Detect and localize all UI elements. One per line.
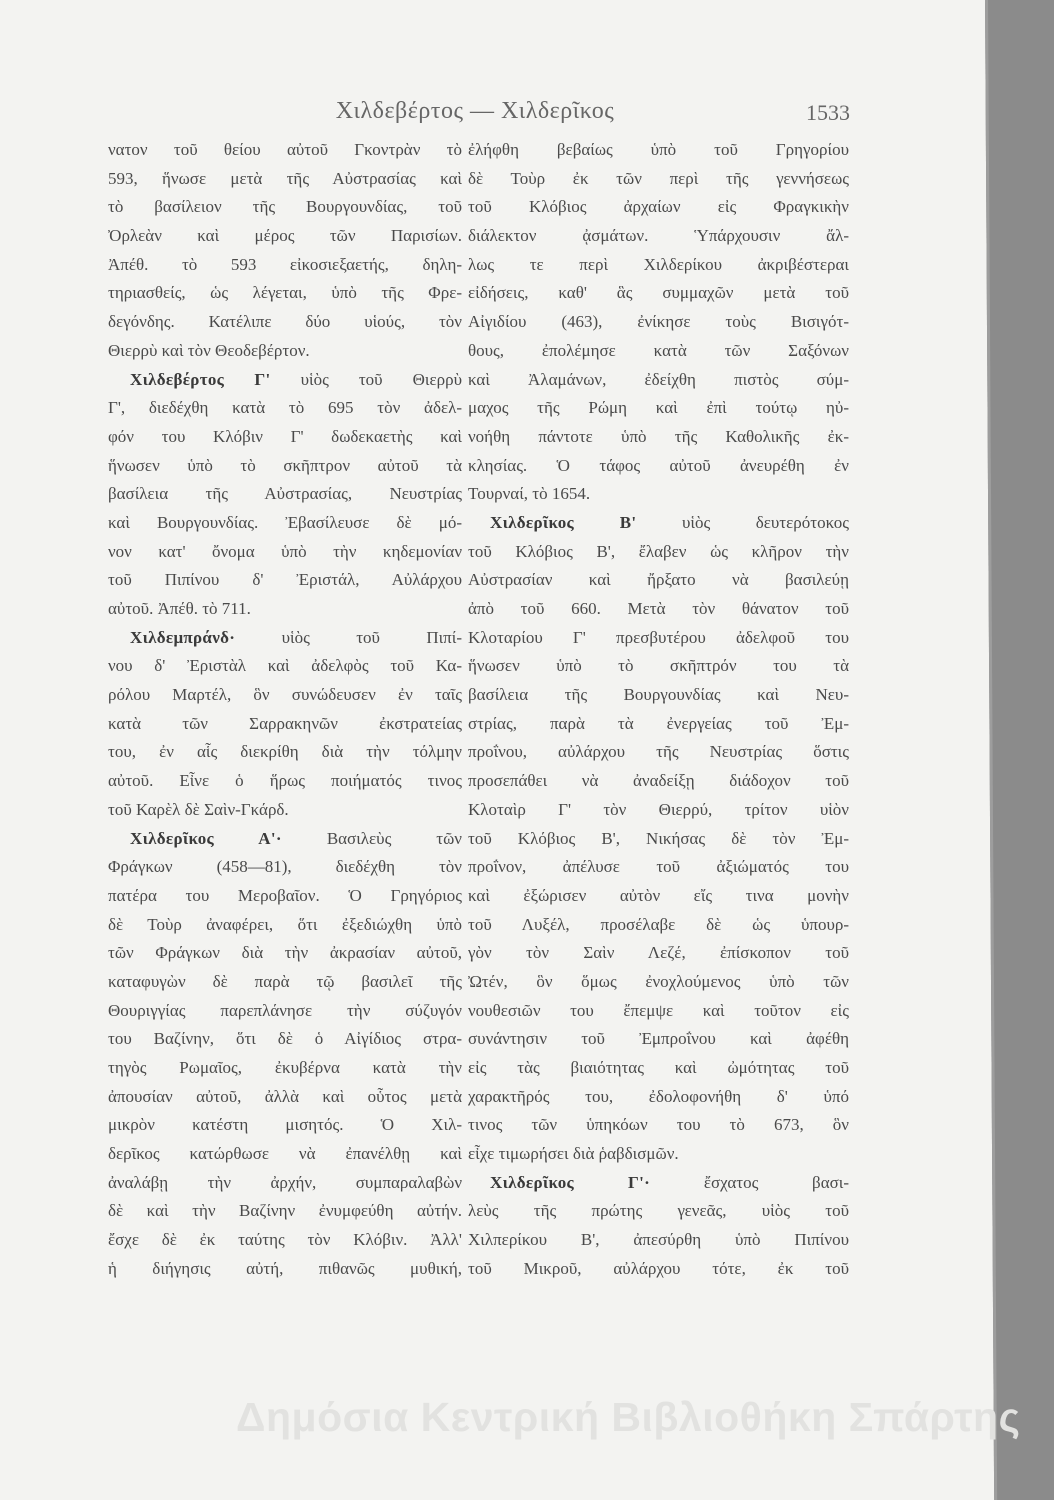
line-text: 593, ἥνωσε μετὰ τῆς Αὐστρασίας καὶ — [108, 168, 462, 188]
library-watermark: Δημόσια Κεντρική Βιβλιοθήκη Σπάρτης — [236, 1394, 1021, 1440]
text-line — [108, 767, 462, 796]
line-text: εἰδήσεις, καθ' ἃς συμμαχῶν μετὰ τοῦ — [468, 283, 849, 303]
text-line — [108, 222, 462, 251]
line-text: φόν του Κλόβιν Γ' δωδεκαετὴς καὶ — [108, 426, 462, 446]
text-line — [108, 538, 462, 567]
text-line — [108, 251, 462, 280]
line-text: ἥνωσεν ὑπὸ τὸ σκῆπτρόν του τὰ — [468, 656, 849, 676]
text-line — [468, 566, 849, 595]
text-line — [468, 308, 849, 337]
text-line — [108, 1054, 462, 1083]
line-text: ἀπουσίαν αὐτοῦ, ἀλλὰ καὶ οὗτος μετὰ — [108, 1086, 462, 1106]
line-text: καταφυγὼν δὲ παρὰ τῷ βασιλεῖ τῆς — [108, 971, 462, 991]
text-line — [468, 1025, 849, 1054]
line-text: τῶν Φράγκων διὰ τὴν ἀκρασίαν αὐτοῦ, — [108, 943, 462, 963]
line-text: δὲ καὶ τὴν Βαζίνην ἐνυμφεύθη αὐτήν. — [108, 1201, 462, 1221]
text-line — [108, 1083, 462, 1112]
text-line — [108, 652, 462, 681]
line-text: αὐτοῦ. Εἶνε ὁ ἥρως ποιήματός τινος — [108, 771, 462, 791]
text-line — [108, 423, 462, 452]
line-text: τοῦ Λυξέλ, προσέλαβε δὲ ὡς ὑπουρ- — [468, 914, 849, 934]
line-text: Ὀρλεὰν καὶ μέρος τῶν Παρισίων. — [108, 226, 462, 246]
text-line — [108, 853, 462, 882]
text-line — [108, 1169, 462, 1198]
line-text: υἱὸς δευτερότοκος — [636, 512, 849, 532]
line-text: Βασιλεὺς τῶν — [281, 828, 462, 848]
entry-first-line — [108, 825, 462, 854]
text-line — [468, 595, 849, 624]
line-text: τηγὸς Ρωμαῖος, ἐκυβέρνα κατὰ τὴν — [108, 1058, 462, 1077]
line-text: νουθεσιῶν του ἔπεμψε καὶ τοῦτον εἰς — [468, 1000, 849, 1020]
line-text: Κλοταὶρ Γ' τὸν Θιερρύ, τρίτον υἱὸν — [468, 799, 849, 819]
text-line — [108, 738, 462, 767]
page-number: 1533 — [806, 100, 850, 125]
line-text: νον κατ' ὄνομα ὑπὸ τὴν κηδεμονίαν — [108, 541, 462, 561]
line-text: Χιλπερίκου Β', ἀπεσύρθη ὑπὸ Πιπίνου — [468, 1230, 849, 1250]
line-text: του Βαζίνην, ὅτι δὲ ὁ Αἰγίδιος στρα- — [108, 1029, 462, 1049]
line-text: Θιερρὺ καὶ τὸν Θεοδεβέρτον. — [108, 340, 310, 360]
text-line — [468, 968, 849, 997]
line-text: υἱὸς τοῦ Θιερρὺ — [270, 369, 462, 389]
text-line — [468, 939, 849, 968]
line-text: νατον τοῦ θείου αὐτοῦ Γκοντρὰν τὸ — [108, 140, 462, 159]
text-line — [108, 480, 462, 509]
text-line — [468, 1226, 849, 1255]
line-text: νοήθη πάντοτε ὑπὸ τῆς Καθολικῆς ἐκ- — [468, 426, 849, 446]
text-line — [468, 1111, 849, 1140]
text-line — [468, 767, 849, 796]
text-line — [468, 1197, 849, 1226]
line-text: θους, ἐπολέμησε κατὰ τῶν Σαξόνων — [468, 340, 849, 360]
entry-first-line — [108, 624, 462, 653]
line-text: τοῦ Κλόβιος Β', Νικήσας δὲ τὸν Ἐμ- — [468, 828, 849, 848]
text-line — [108, 681, 462, 710]
text-line — [108, 509, 462, 538]
line-text: τὸ βασίλειον τῆς Βουργουνδίας, τοῦ — [108, 197, 462, 217]
line-text: ἐλήφθη βεβαίως ὑπὸ τοῦ Γρηγορίου — [468, 140, 849, 159]
text-line — [468, 538, 849, 567]
line-text: τοῦ Μικροῦ, αὐλάρχου τότε, ἐκ τοῦ — [468, 1258, 849, 1278]
text-line — [108, 1025, 462, 1054]
line-text: ρόλου Μαρτέλ, ὃν συνώδευσεν ἐν ταῖς — [108, 685, 462, 705]
left-column — [108, 136, 462, 1284]
line-text: στρίας, παρὰ τὰ ἐνεργείας τοῦ Ἐμ- — [468, 713, 849, 733]
line-text: Τουρναί, τὸ 1654. — [468, 484, 591, 504]
text-line — [468, 394, 849, 423]
text-line — [108, 1255, 462, 1284]
line-text: Γ', διεδέχθη κατὰ τὸ 695 τὸν ἀδελ- — [108, 398, 462, 418]
text-line — [468, 652, 849, 681]
line-text: δερῖκος κατώρθωσε νὰ ἐπανέλθῃ καὶ — [108, 1144, 462, 1164]
line-text: βασίλεια τῆς Βουργουνδίας καὶ Νευ- — [468, 685, 849, 705]
line-text: ἥνωσεν ὑπὸ τὸ σκῆπτρον αὐτοῦ τὰ — [108, 455, 462, 475]
line-text: δὲ Τοὺρ ἀναφέρει, ὅτι ἐξεδιώχθη ὑπὸ — [108, 914, 462, 934]
text-line — [108, 882, 462, 911]
line-text: τηριασθείς, ὡς λέγεται, ὑπὸ τῆς Φρε- — [108, 283, 462, 303]
line-text: τοῦ Κλόβιος ἀρχαίων εἰς Φραγκικὴν — [468, 197, 849, 217]
text-line — [468, 1083, 849, 1112]
line-text: δεγόνδης. Κατέλιπε δύο υἱούς, τὸν — [108, 312, 462, 332]
line-text: αὐτοῦ. Ἀπέθ. τὸ 711. — [108, 599, 251, 618]
text-line — [468, 279, 849, 308]
line-text: Ὠτέν, ὃν ὅμως ἐνοχλούμενος ὑπὸ τῶν — [468, 971, 849, 991]
line-text: διάλεκτον ᾀσμάτων. Ὑπάρχουσιν ἄλ- — [468, 226, 849, 246]
line-text: Θουριγγίας παρεπλάνησε τὴν σύζυγόν — [108, 1000, 462, 1020]
line-text: τινος τῶν ὑπηκόων του τὸ 673, ὃν — [468, 1115, 849, 1135]
line-text: Κλοταρίου Γ' πρεσβυτέρου ἀδελφοῦ του — [468, 627, 849, 647]
entry-headword: Χιλδεβέρτος Γ' — [130, 369, 271, 389]
entry-headword: Χιλδερῖκος Γ'· — [490, 1172, 651, 1192]
line-text: του, ἐν αἷς διεκρίθη διὰ τὴν τόλμην — [108, 742, 462, 762]
line-text: βασίλεια τῆς Αὐστρασίας, Νευστρίας — [108, 484, 462, 504]
text-line — [468, 882, 849, 911]
line-text: τοῦ Καρὲλ δὲ Σαὶν-Γκάρδ. — [108, 799, 289, 819]
line-text: ἔσχε δὲ ἐκ ταύτης τὸν Κλόβιν. Ἀλλ' — [108, 1230, 462, 1250]
text-line — [468, 738, 849, 767]
entry-headword: Χιλδερῖκος Β' — [490, 512, 637, 532]
entry-first-line — [468, 509, 849, 538]
text-line — [108, 911, 462, 940]
text-line — [108, 308, 462, 337]
line-text: λως τε περὶ Χιλδερίκου ἀκριβέστεραι — [468, 254, 849, 274]
text-line — [108, 136, 462, 165]
line-text: υἱὸς τοῦ Πιπί- — [235, 627, 462, 647]
text-line — [108, 394, 462, 423]
text-line — [468, 1140, 849, 1169]
line-text: προσεπάθει νὰ ἀναδείξῃ διάδοχον τοῦ — [468, 771, 849, 791]
entry-first-line — [108, 366, 462, 395]
text-line — [468, 337, 849, 366]
line-text: καὶ Βουργουνδίας. Ἐβασίλευσε δὲ μό- — [108, 512, 462, 532]
text-line — [108, 279, 462, 308]
text-line — [468, 624, 849, 653]
text-line — [468, 136, 849, 165]
entry-headword: Χιλδερῖκος Α'· — [130, 828, 282, 848]
line-text: τοῦ Κλόβιος Β', ἔλαβεν ὡς κλῆρον τὴν — [468, 541, 849, 561]
entry-headword: Χιλδεμπράνδ· — [130, 627, 236, 647]
text-line — [468, 1054, 849, 1083]
text-line — [468, 825, 849, 854]
text-line — [468, 911, 849, 940]
running-header-title: Χιλδεβέρτος — Χιλδερῖκος — [335, 98, 615, 124]
line-text: ἀναλάβῃ τὴν ἀρχήν, συμπαραλαβὼν — [108, 1172, 462, 1192]
text-line — [468, 165, 849, 194]
line-text: εἰς τὰς βιαιότητας καὶ ὠμότητας τοῦ — [468, 1058, 849, 1077]
text-line — [468, 796, 849, 825]
text-line — [108, 452, 462, 481]
text-line — [468, 452, 849, 481]
line-text: ἀπὸ τοῦ 660. Μετὰ τὸν θάνατον τοῦ — [468, 599, 849, 618]
text-line — [108, 997, 462, 1026]
line-text: μικρὸν κατέστη μισητός. Ὁ Χιλ- — [108, 1115, 462, 1135]
text-line — [108, 595, 462, 624]
text-line — [108, 710, 462, 739]
entry-first-line — [468, 1169, 849, 1198]
line-text: τοῦ Πιπίνου δ' Ἐριστάλ, Αὐλάρχου — [108, 570, 462, 590]
line-text: κλησίας. Ὁ τάφος αὐτοῦ ἀνευρέθη ἐν — [468, 455, 849, 475]
text-line — [108, 1226, 462, 1255]
line-text: γὸν τὸν Σαὶν Λεζέ, ἐπίσκοπον τοῦ — [468, 943, 849, 963]
line-text: Ἀπέθ. τὸ 593 εἰκοσιεξαετής, δηλη- — [108, 254, 462, 274]
text-line — [468, 423, 849, 452]
right-column — [468, 136, 849, 1284]
line-text: ἡ διήγησις αὐτή, πιθανῶς μυθική, — [108, 1258, 462, 1278]
text-line — [108, 939, 462, 968]
text-line — [468, 681, 849, 710]
line-text: ἔσχατος βασι- — [650, 1172, 849, 1192]
line-text: προΐνου, αὐλάρχου τῆς Νευστρίας ὅστις — [468, 742, 849, 762]
line-text: μαχος τῆς Ρώμη καὶ ἐπὶ τούτῳ ηὐ- — [468, 398, 849, 418]
line-text: εἶχε τιμωρήσει διὰ ῥαβδισμῶν. — [468, 1144, 679, 1164]
text-line — [468, 997, 849, 1026]
line-text: κατὰ τῶν Σαρρακηνῶν ἐκστρατείας — [108, 713, 462, 733]
line-text: προΐνον, ἀπέλυσε τοῦ ἀξιώματός του — [468, 857, 849, 877]
text-line — [108, 968, 462, 997]
line-text: Φράγκων (458—81), διεδέχθη τὸν — [108, 857, 462, 877]
text-line — [108, 337, 462, 366]
line-text: χαρακτῆρός του, ἐδολοφονήθη δ' ὑπό — [468, 1086, 849, 1106]
line-text: Αἰγιδίου (463), ἐνίκησε τοὺς Βισιγότ- — [468, 312, 849, 332]
text-line — [108, 165, 462, 194]
line-text: πατέρα του Μεροβαῖον. Ὁ Γρηγόριος — [108, 885, 462, 905]
line-text: νου δ' Ἐριστὰλ καὶ ἀδελφὸς τοῦ Κα- — [108, 656, 462, 676]
text-line — [108, 1197, 462, 1226]
text-line — [108, 193, 462, 222]
text-line — [468, 251, 849, 280]
text-line — [468, 710, 849, 739]
line-text: δὲ Τοὺρ ἐκ τῶν περὶ τῆς γεννήσεως — [468, 168, 849, 188]
text-line — [468, 1255, 849, 1284]
text-line — [468, 853, 849, 882]
text-line — [108, 1140, 462, 1169]
text-line — [468, 366, 849, 395]
text-line — [108, 566, 462, 595]
text-line — [468, 480, 849, 509]
line-text: Αὐστρασίαν καὶ ἤρξατο νὰ βασιλεύῃ — [468, 570, 849, 590]
text-line — [108, 1111, 462, 1140]
line-text: καὶ ἐξώρισεν αὐτὸν εἴς τινα μονὴν — [468, 885, 849, 905]
text-line — [108, 796, 462, 825]
line-text: συνάντησιν τοῦ Ἐμπροΐνου καὶ ἀφέθη — [468, 1029, 849, 1049]
text-line — [468, 193, 849, 222]
line-text: λεὺς τῆς πρώτης γενεᾶς, υἱὸς τοῦ — [468, 1201, 849, 1221]
line-text: καὶ Ἀλαμάνων, ἐδείχθη πιστὸς σύμ- — [468, 369, 849, 389]
text-line — [468, 222, 849, 251]
scan-page-edge — [985, 0, 1054, 1500]
